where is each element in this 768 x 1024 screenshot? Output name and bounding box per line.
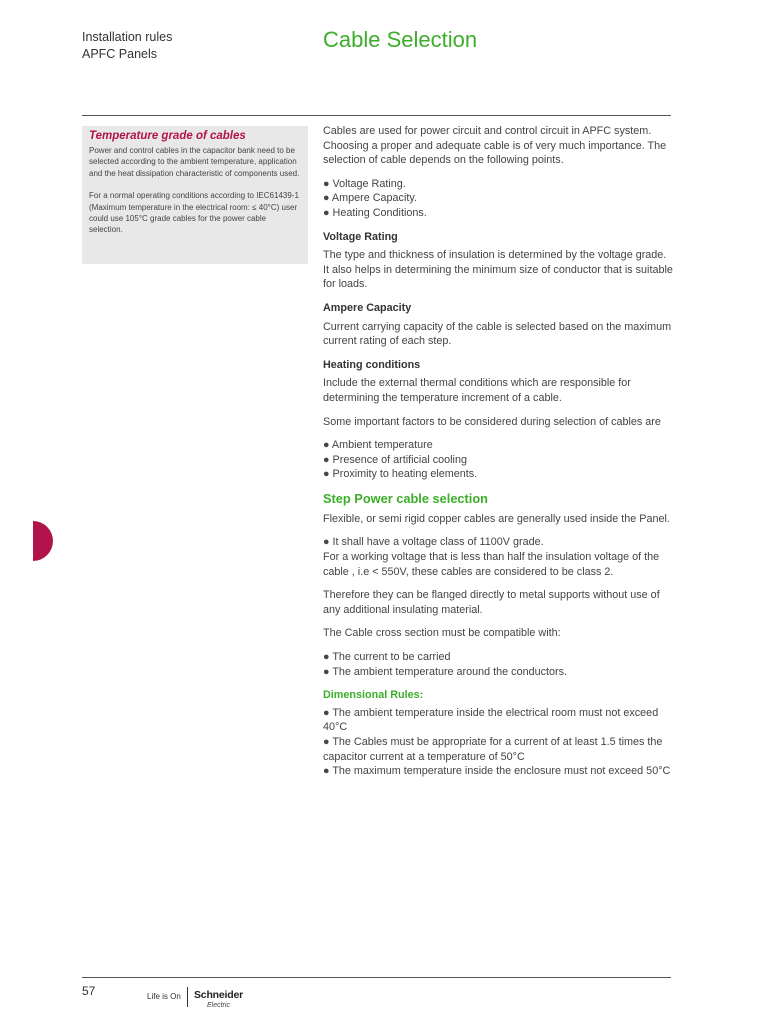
footer-divider — [82, 977, 671, 978]
list-item: ● Voltage Rating. — [323, 177, 406, 190]
sidebar-paragraph-2: For a normal operating conditions according to IEC61439-1 (Maximum temperature in the electrical room: ≤ 40°C) user could use 105°C grade cables for the power cable selection. — [89, 191, 299, 235]
page-title: Cable Selection — [323, 27, 478, 52]
logo-divider — [187, 987, 188, 1007]
ampere-capacity-heading: Ampere Capacity — [323, 301, 412, 314]
step-power-paragraph: Flexible, or semi rigid copper cables are generally used inside the Panel. — [323, 512, 670, 525]
list-item: ● The current to be carried — [323, 651, 451, 664]
logo-tagline: Life is On — [147, 992, 181, 1001]
list-item: ● The maximum temperature inside the enclosure must not exceed 50°C — [323, 765, 671, 778]
factors-list — [323, 438, 673, 482]
heating-conditions-heading: Heating conditions — [323, 358, 421, 371]
voltage-rating-paragraph: The type and thickness of insulation is determined by the voltage grade. It also helps in determining the minimum size of conductor that is suitable for loads. — [323, 249, 673, 291]
voltage-class-line: ● It shall have a voltage class of 1100V grade. — [323, 536, 544, 549]
logo-brand: Schneider — [194, 989, 243, 1001]
list-item: ● The ambient temperature around the conductors. — [323, 665, 567, 678]
sidebar-title: Temperature grade of cables — [89, 130, 246, 142]
main-content — [323, 124, 673, 788]
list-item: ● The Cables must be appropriate for a current of at least 1.5 times the capacitor current at a temperature of 50°C — [323, 736, 663, 763]
voltage-class-text: For a working voltage that is less than half the insulation voltage of the cable , i.e < 550V, these cables are considered to be class 2. — [323, 551, 660, 578]
factors-intro-paragraph: Some important factors to be considered during selection of cables are — [323, 415, 661, 428]
list-item: ● The ambient temperature inside the electrical room must not exceed 40°C — [323, 706, 659, 734]
selection-points-list — [323, 177, 673, 221]
voltage-class-paragraph — [323, 535, 673, 579]
page-number: 57 — [82, 984, 96, 998]
logo-brand-sub: Electric — [207, 1002, 230, 1009]
list-item: ● Presence of artificial cooling — [323, 453, 467, 466]
page-tab-marker — [33, 521, 53, 561]
dimensional-rules-list — [323, 706, 673, 779]
header-subsection-label: APFC Panels — [82, 47, 158, 61]
flanged-paragraph: Therefore they can be flanged directly to metal supports without use of any additional insulating material. — [323, 589, 660, 616]
ampere-capacity-paragraph: Current carrying capacity of the cable is selected based on the maximum current rating of each step. — [323, 320, 672, 348]
compat-list — [323, 650, 673, 679]
sidebar-note — [82, 126, 308, 264]
list-item: ● Heating Conditions. — [323, 206, 427, 219]
header-divider — [82, 115, 671, 116]
list-item: ● Ampere Capacity. — [323, 192, 417, 205]
compat-intro-paragraph: The Cable cross section must be compatible with: — [323, 627, 561, 640]
sidebar-paragraph-1: Power and control cables in the capacitor bank need to be selected according to the ambient temperature, application and the heat dissipation characteristic of components used. — [89, 146, 300, 178]
intro-paragraph: Cables are used for power circuit and control circuit in APFC system. Choosing a proper and adequate cable is of very much importance. The selection of cable depends on the following points. — [323, 125, 667, 167]
list-item: ● Ambient temperature — [323, 439, 433, 452]
heating-conditions-paragraph: Include the external thermal conditions which are responsible for determining the temperature increment of a cable. — [323, 377, 631, 404]
list-item: ● Proximity to heating elements. — [323, 468, 478, 481]
step-power-heading: Step Power cable selection — [323, 490, 488, 506]
dimensional-rules-heading: Dimensional Rules: — [323, 689, 424, 702]
header-section — [82, 29, 172, 63]
voltage-rating-heading: Voltage Rating — [323, 230, 398, 243]
header-section-label: Installation rules — [82, 30, 173, 44]
